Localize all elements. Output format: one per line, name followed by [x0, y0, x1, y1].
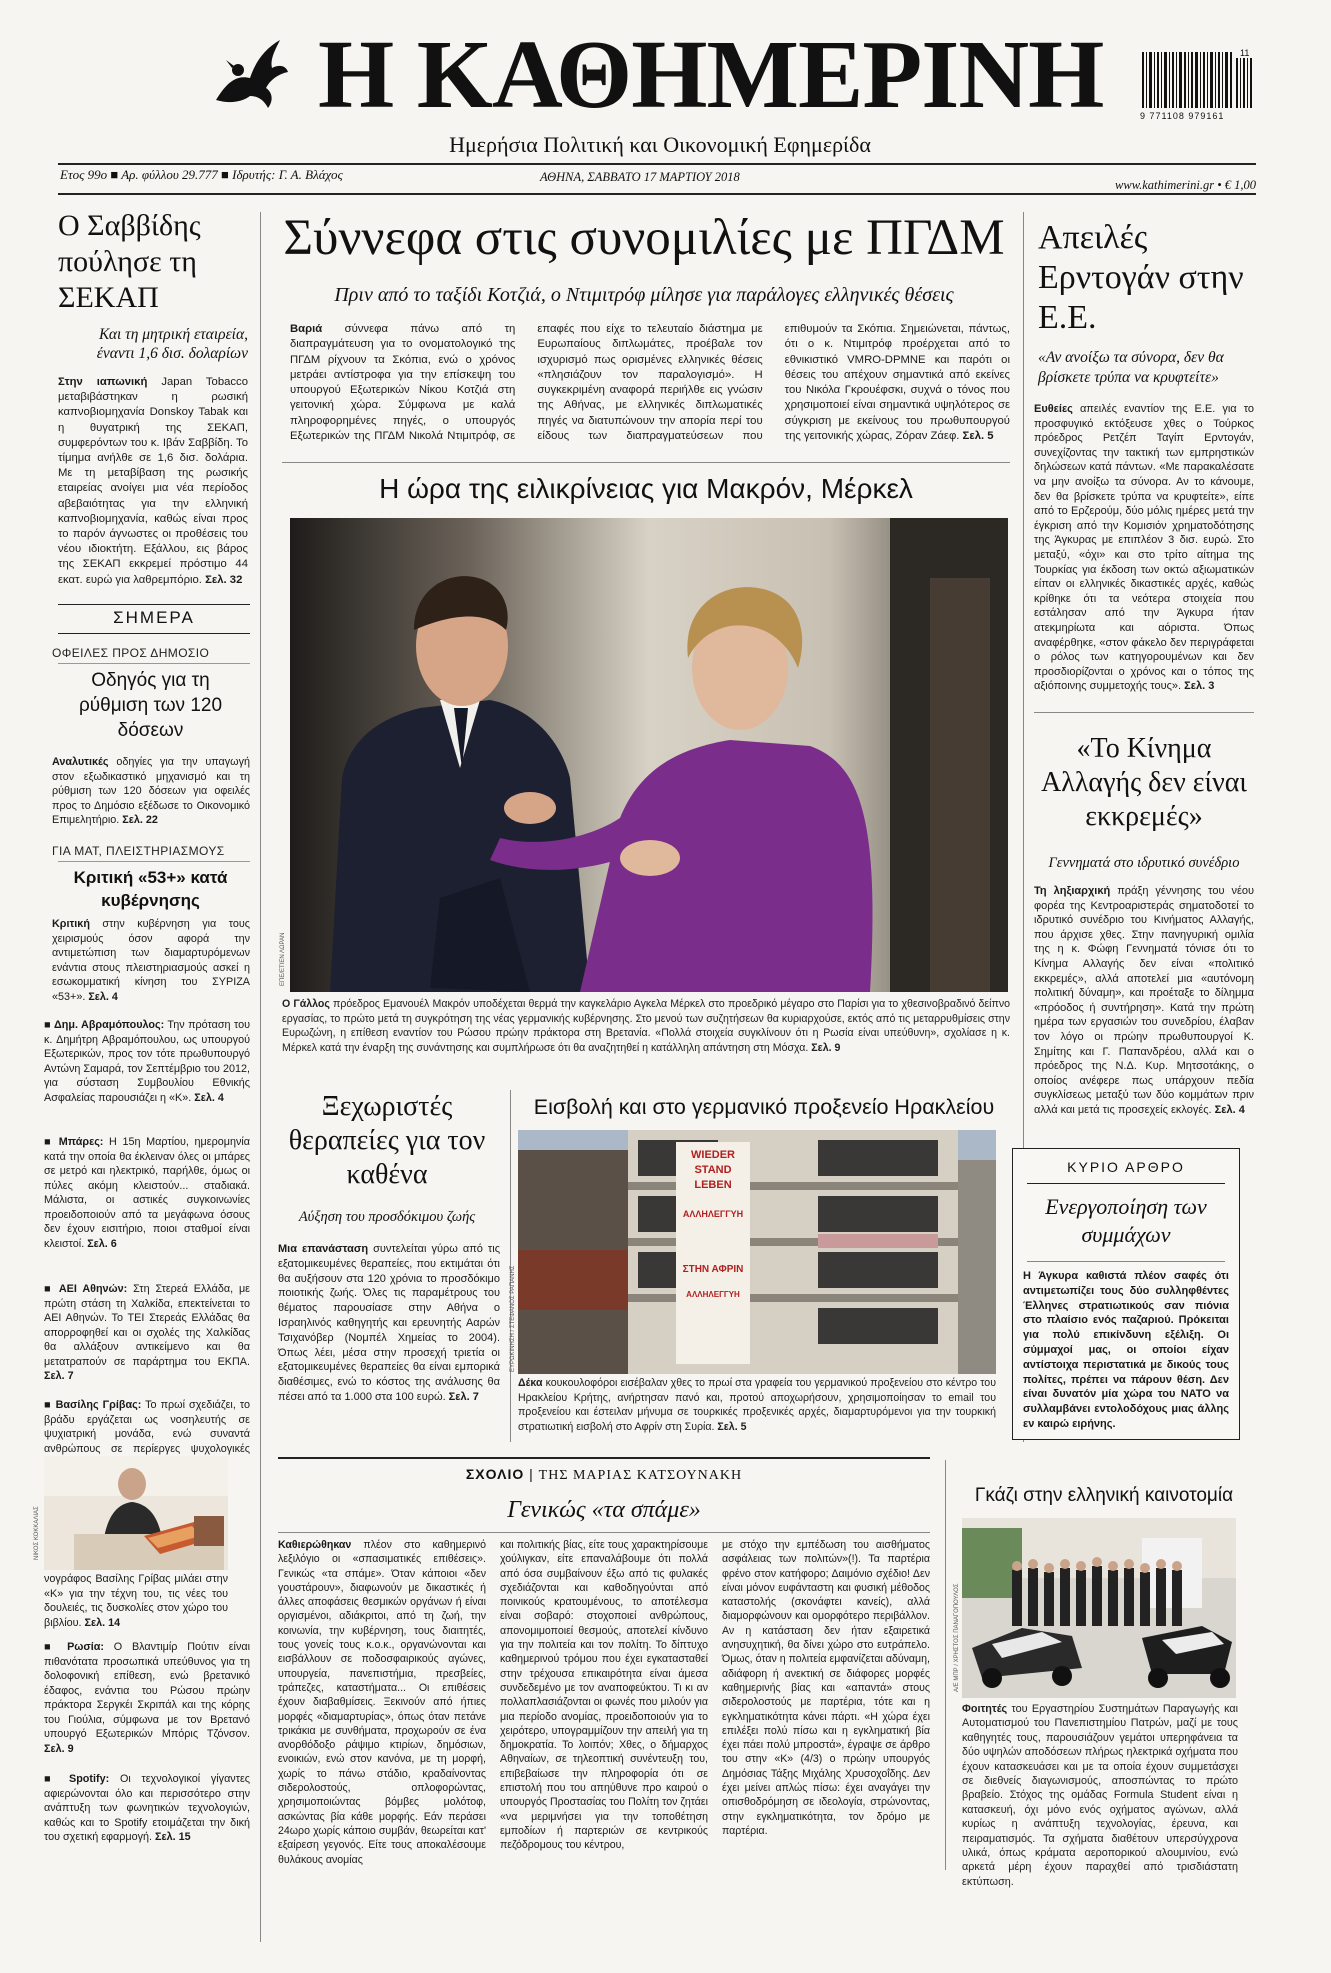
today-bullet-1-text: Την πρόταση του κ. Δημήτρη Αβραμόπουλου, ως υπουργού Εξωτερικών, προς τον τότε πρωθυπουργό Αντώνη Σαμαρά, τον Σεπτέμβριο του 2012, για σύσταση Συμβουλίου Εθνικής Ασφαλείας παρουσιάζει η «Κ».	[44, 1019, 251, 1104]
masthead-title: Η ΚΑΘΗΜΕΡΙΝΗ	[318, 21, 1104, 129]
lead-body	[290, 322, 1010, 450]
right-story1-headline: Απειλές Ερντογάν στην Ε.Ε.	[1038, 219, 1244, 336]
masthead-subtitle: Ημερήσια Πολιτική και Οικονομική Εφημερίδα	[449, 132, 871, 157]
macron-merkel-photo-credit: ΕΠΕ/ΕΤΙΕΝ ΛΩΡΑΝ	[280, 932, 286, 986]
innovation-photo-credit: Α/Ε ΜΠΡ / ΧΡΗΣΤΟΣ ΠΑΝΑΓΟΠΟΥΛΟΣ	[954, 1583, 960, 1692]
today-bullet-6	[44, 1772, 250, 1872]
lead-body-text: σύννεφα πάνω από τη διαπραγμάτευση για το ονοματολογικό της ΠΓΔΜ ρίχνουν τα Σκόπια, ενώ ο χρόνος μετράει αντίστροφα για την επίσκεψη του υπουργού Εξωτερικών Νίκου Κοτζιά στη γειτονική χώρα. Σύμφωνα με καλά πληροφορημένες πηγές, ο υπουργός Εξωτερικών της ΠΓΔΜ Νικολά Ντιμιτρόφ, σε επαφές που είχε το τελευταίο διάστημα με Ευρωπαίους διπλωμάτες, προέβαλε τον ισχυρισμό πως ορισμένες ελληνικές θέσεις «πλησιάζουν τον παραλογισμό». Η συγκεκριμένη αναφορά περιήλθε εις γνώσιν της Αθήνας, με ελληνικές διπλωματικές πηγές να διατυπώνουν την απορία περί του είδους των διαπραγματεύσεων που επιθυμούν τα Σκόπια. Σημειώνεται, πάντως, ότι ο κ. Ντιμιτρόφ προέρχεται από το εθνικιστικό VMRO-DPMNE και παρότι οι θέσεις του απέχουν σημαντικά από εκείνες του Νικόλα Γκρουέφσκι, συχνά ο τόνος που χρησιμοποιεί είναι σημαντικά υψηλότερος σε σύγκριση με εκείνους του πρωθυπουργού της γειτονικής χώρας, Ζόραν Ζάεφ.	[290, 323, 1010, 443]
heraklion-banner	[678, 1148, 748, 1302]
right-story1-ref: Σελ. 3	[1181, 680, 1215, 693]
today-bullet-2-ref: Σελ. 6	[84, 1237, 117, 1250]
banner-line-4: ΑΛΛΗΛΕΓΓΥΗ	[682, 1209, 744, 1219]
heraklion-photo	[518, 1130, 996, 1374]
today-bullet-4-lead: ■ Βασίλης Γρίβας:	[44, 1399, 142, 1411]
today-item2-lead: Κριτική	[52, 918, 90, 930]
comment-rule-top	[278, 1457, 930, 1459]
photo-story-rule	[282, 462, 1010, 463]
today-bullet-3-ref: Σελ. 7	[44, 1370, 74, 1382]
comment-kicker: ΣΧΟΛΙΟ	[465, 1466, 525, 1482]
photo-story-caption-lead: Ο Γάλλος	[282, 998, 330, 1010]
comment-headline: Γενικώς «τα σπάμε»	[507, 1497, 701, 1523]
column-rule-left	[260, 212, 261, 1942]
today-grivas-continued-text: νογράφος Βασίλης Γρίβας μιλάει στην «Κ» για την τέχνη του, τις νέες του δουλειές, τις δυσκολίες στον χώρο του βιβλίου.	[44, 1573, 228, 1629]
today-item1-body	[52, 755, 250, 837]
therapies-ref: Σελ. 7	[445, 1390, 479, 1403]
therapies-lead: Μια επανάσταση	[278, 1243, 369, 1255]
heraklion-caption-text: κουκουλοφόροι εισέβαλαν χθες το πρωί στα γραφεία του γερμανικού προξενείου στο κέντρο του Ηρακλείου Κρήτης, ανήρτησαν πανό και, προτού αποχωρήσουν, χρησιμοποίησαν το email του προξενείου και έστειλαν μήνυμα σε τουρκικές προξενικές αρχές, διαμαρτυρόμενοι για την τουρκική στρατιωτική εισβολή στο Αφρίν στη Συρία.	[518, 1377, 996, 1433]
today-item1-kicker-rule	[58, 663, 250, 664]
heraklion-photo-credit: ΕΥΡΩΚΙΝΗΣΗ / ΣΤΕΦΑΝΟΣ ΡΑΠΑΝΗΣ	[510, 1265, 516, 1372]
today-bullet-1-ref: Σελ. 4	[191, 1091, 224, 1104]
today-bullet-3	[44, 1282, 250, 1394]
banner-line-2: STAND	[694, 1164, 732, 1176]
left-story1-headline: Ο Σαββίδης πούλησε τη ΣΕΚΑΠ	[58, 209, 201, 314]
today-bullet-1-lead: ■ Δημ. Αβραμόπουλος:	[44, 1019, 165, 1031]
masthead-info-left: Ετος 99ο ■ Αρ. φύλλου 29.777 ■ Ιδρυτής: Γ. Α. Βλάχος	[60, 167, 343, 182]
therapies-headline: Ξεχωριστές θεραπείες για τον καθένα	[288, 1091, 486, 1190]
right-story1-text: απειλές εναντίον της Ε.Ε. για το προσφυγικό εκτόξευσε χθες ο Τούρκος πρόεδρος Ρετζέπ Ταγίπ Ερντογάν, συνεχίζοντας την τακτική των εμπρηστικών δηλώσεων κατά πάντων. «Με παρακαλέσατε να μην ανοίξω τα σύνορα. Αν το κάνουμε, δεν θα βρίσκετε τρύπα να κρυφτείτε», είπε από το Ερζερούμ, δύο μόλις ημέρες μετά την έγκριση από την Κομισιόν χρηματοδότησης της Άγκυρας με επιπλέον 3 δισ. ευρώ. Στο μεταξύ, «όχι» και στο τρίτο αίτημα της Τουρκίας για έκδοση των οκτώ αξιωματικών είπαν οι ελληνικές δικαστικές αρχές, καθώς κρίθηκε ότι τα νεότερα στοιχεία που εστάλησαν από την Άγκυρα ήταν ατεκμηρίωτα και αόριστα. Όπως αναφέρθηκε, «στον φάκελο δεν περιγράφεται ο ρόλος των κατηγορουμένων και δεν προσδιορίζονται ο χρόνος και ο τόπος της αξιόποινης συμμετοχής τους».	[1034, 403, 1254, 693]
today-rule-bottom	[58, 633, 250, 634]
lead-headline: Σύννεφα στις συνομιλίες με ΠΓΔΜ	[283, 210, 1005, 266]
barcode	[1140, 48, 1258, 126]
lead-deck: Πριν από το ταξίδι Κοτζιά, ο Ντιμιτρόφ μίλησε για παράλογες ελληνικές θέσεις	[334, 284, 954, 306]
innovation-photo	[962, 1518, 1236, 1698]
grivas-photo	[44, 1456, 228, 1570]
barcode-issue: 11	[1240, 48, 1250, 58]
today-title: ΣΗΜΕΡΑ	[113, 608, 195, 627]
today-bullet-6-lead: ■ Spotify:	[44, 1773, 110, 1785]
banner-line-5: ΣΤΗΝ ΑΦΡΙΝ	[682, 1264, 744, 1275]
innovation-caption-lead: Φοιτητές	[962, 1703, 1008, 1715]
right-story2-body	[1034, 884, 1254, 1124]
comment-author: ΤΗΣ ΜΑΡΙΑΣ ΚΑΤΣΟΥΝΑΚΗ	[538, 1468, 743, 1483]
heraklion-caption-ref: Σελ. 5	[714, 1420, 747, 1433]
newspaper-logo	[208, 30, 294, 116]
editorial-headline: Ενεργοποίηση των συμμάχων	[1045, 1194, 1207, 1247]
today-bullet-2-text: Η 15η Μαρτίου, ημερομηνία κατά την οποία θα έκλειναν όλες οι μπάρες σε μετρό και ηλεκτρικό, παρήλθε, όμως οι πύλες ακόμη κλειστούν... σταδιακά. Μάλιστα, οι αστικές συγκοινωνίες προειδοποιούν από τα μεγάφωνα όσους δεν έχουν εισιτήριο, ποιοι σταθμοί είναι κλειστοί.	[44, 1136, 251, 1250]
today-bullet-5-lead: ■ Ρωσία:	[44, 1641, 105, 1653]
masthead-rule-top	[58, 163, 1256, 165]
editorial-kicker-rule	[1027, 1183, 1225, 1184]
today-bullet-3-lead: ■ ΑΕΙ Αθηνών:	[44, 1283, 128, 1295]
left-story1-ref: Σελ. 32	[201, 573, 243, 586]
today-item2-body	[52, 917, 250, 1001]
editorial-body: Η Άγκυρα καθιστά πλέον σαφές ότι αντιμετωπίζει τους δύο συλληφθέντες Έλληνες στρατιωτικούς σαν πιόνια στο πλαίσιο ενός παζαριού. Πρόκειται για πολύ επικίνδυνη εξέλιξη. Οι σύμμαχοί μας, οι οποίοι είχαν αντίστοιχα περιστατικά με δικούς τους πολίτες, πρέπει να πάρουν θέση. Δεν είναι δυνατόν μία χώρα του ΝΑΤΟ να συλλαμβάνει εντολοδόχους μιας άλλης εν καιρώ ειρήνης.	[1023, 1270, 1229, 1430]
today-bullet-1	[44, 1018, 250, 1126]
today-item2-kicker-rule	[58, 861, 250, 862]
banner-line-1: WIEDER	[691, 1149, 735, 1161]
right-story2-ref: Σελ. 4	[1211, 1103, 1245, 1116]
macron-merkel-photo	[290, 518, 1008, 992]
today-grivas-continued-ref: Σελ. 14	[81, 1616, 121, 1629]
photo-story-caption	[282, 997, 1010, 1057]
comment-rule-head	[278, 1532, 930, 1533]
banner-line-6: ΑΛΛΗΛΕΓΓΥΗ	[686, 1290, 740, 1299]
grivas-photo-credit: ΝΙΚΟΣ ΚΟΚΚΑΛΙΑΣ	[34, 1506, 40, 1560]
today-item2-text: στην κυβέρνηση για τους χειρισμούς όσον αφορά την αντιμετώπιση των διαμαρτυρόμενων ενάντια στους πλειστηριασμούς ασκεί η εσωκομματική κίνηση του ΣΥΡΙΖΑ «53+».	[52, 918, 250, 1003]
right-story2-lead: Τη ληξιαρχική	[1034, 885, 1111, 897]
masthead-date: ΑΘΗΝΑ, ΣΑΒΒΑΤΟ 17 ΜΑΡΤΙΟΥ 2018	[540, 170, 740, 184]
photo-story-headline: Η ώρα της ειλικρίνειας για Μακρόν, Μέρκελ	[379, 473, 913, 504]
masthead-info-right: www.kathimerini.gr • € 1,00	[1115, 178, 1256, 192]
editorial-headline-rule	[1027, 1261, 1225, 1262]
right-story2-rule	[1034, 712, 1254, 713]
today-item1-kicker: ΟΦΕΙΛΕΣ ΠΡΟΣ ΔΗΜΟΣΙΟ	[52, 646, 210, 660]
today-item1-ref: Σελ. 22	[119, 814, 158, 826]
photo-story-caption-ref: Σελ. 9	[808, 1041, 841, 1054]
today-item1-headline: Οδηγός για τη ρύθμιση των 120 δόσεων	[78, 670, 223, 741]
left-story1-body	[58, 375, 248, 585]
right-story2-headline: «Το Κίνημα Αλλαγής δεν είναι εκκρεμές»	[1041, 733, 1247, 832]
masthead-rule-bottom	[58, 193, 1256, 195]
today-item2-kicker: ΓΙΑ ΜΑΤ, ΠΛΕΙΣΤΗΡΙΑΣΜΟΥΣ	[52, 844, 225, 858]
innovation-caption-text: του Εργαστηρίου Συστημάτων Παραγωγής και Αυτοματισμού του Πανεπιστημίου Πατρών, μαζί με τους καθηγητές τους, παρουσιάζουν γεμάτοι υπερηφάνεια τα δύο υψηλών αποδόσεων πλήρως ηλεκτρικά οχήματα που έχουν κατασκευάσει και με τα οποία έχουν συμμετάσχει σε διεθνείς διαγωνισμούς, αποσπώντας το πρώτο βραβείο. Στόχος της ομάδας Formula Student είναι η κατασκευή, όχι μόνο ενός οχήματος αγώνων, αλλά κυρίως η ανάπτυξη τεχνολογίας, έρευνα, και πειραματισμός. Τα σχήματα διαθέτουν υπερσύγχρονα υλικά, όπως κράματα αεροπορικού αλουμινίου, ενώ αρκετά μέρη έχουν παραχθεί από τρισδιάστατη εκτύπωση.	[962, 1703, 1238, 1888]
comment-separator: |	[524, 1466, 539, 1482]
today-item1-text: οδηγίες για την υπαγωγή στον εξωδικαστικό μηχανισμό και τη ρύθμιση των 120 δόσεων για οφειλές προς το Δημόσιο εξέδωσε το Οικονομικό Επιμελητήριο.	[52, 756, 250, 826]
innovation-caption	[962, 1702, 1238, 1888]
today-bullet-5-ref: Σελ. 9	[44, 1742, 74, 1755]
comment-kicker-line	[278, 1462, 930, 1488]
barcode-number: 9 771108 979161	[1140, 111, 1225, 121]
left-story1-deck: Και τη μητρική εταιρεία, έναντι 1,6 δισ. δολαρίων	[96, 326, 248, 362]
today-bullet-5-text: Ο Βλαντιμίρ Πούτιν είναι πιθανότατα προσωπικά υπεύθυνος για τη δολοφονική επίθεση, ενώ βρετανικό έδαφος, ενάντια του Ρώσου πρώην πράκτορα Σεργκέι Σκριπάλ και της κόρης του Γιούλια, σύμφωνα με τον Βρετανό υπουργό Εξωτερικών Μπόρις Τζόνσον.	[44, 1641, 250, 1740]
today-bullet-4-text: Το πρωί σχεδιάζει, το βράδυ εργάζεται ως νοσηλευτής σε ψυχιατρική μονάδα, ενώ συναντά ανθρώπους σε περίεργες ψυχολογικές	[44, 1399, 250, 1455]
today-bullet-5	[44, 1640, 250, 1766]
photo-story-caption-text: πρόεδρος Εμανουέλ Μακρόν υποδέχεται θερμά την καγκελάριο Αγκελα Μέρκελ στο προεδρικό μέγαρο στο Παρίσι για το χθεσινοβραδινό δείπνο εργασίας, το πρώτο μετά τη συγκρότηση της νέας γερμανικής κυβέρνησης. Στο μενού των συζητήσεων θα κυριαρχούσε, εκτός από τις μεταρρυθμίσεις στην Ευρωζώνη, η επίθεση εναντίον του Ρώσου πρώην πράκτορα στη Βρετανία. «Πολλά στοιχεία συγκλίνουν ότι η Ρωσία είναι υπεύθυνη», σχολίασε η κ. Μέρκελ κατά την έναρξη της συνάντησης και συμπλήρωσε ότι θα αναζητηθεί η κατάλληλη απάντηση στη Μόσχα.	[282, 998, 1011, 1054]
comment-col-1	[278, 1538, 486, 1868]
heraklion-headline: Εισβολή και στο γερμανικό προξενείο Ηρακλείου	[533, 1095, 995, 1119]
today-bullet-6-ref: Σελ. 15	[152, 1831, 191, 1843]
comment-col-1-lead: Καθιερώθηκαν	[278, 1539, 352, 1551]
banner-line-3: LEBEN	[694, 1179, 732, 1191]
comment-divider-right	[945, 1460, 946, 1870]
today-bullet-2-lead: ■ Μπάρες:	[44, 1136, 104, 1148]
lead-body-ref: Σελ. 5	[959, 430, 994, 443]
editorial-box	[1012, 1148, 1240, 1440]
today-item2-ref: Σελ. 4	[85, 990, 118, 1003]
therapies-deck: Αύξηση του προσδόκιμου ζωής	[298, 1209, 476, 1225]
today-item1-lead: Αναλυτικές	[52, 756, 109, 768]
today-item2-headline: Κριτική «53+» κατά κυβέρνησης	[73, 868, 228, 910]
left-story1-text: Japan Tobacco μεταβιβάστηκαν η ρωσική καπνοβιομηχανία Donskoy Tabak και η θυγατρική της ΣΕΚΑΠ, συμφερόντων του κ. Ιβάν Σαββίδη. Το τίμημα ανήλθε σε 1,6 δισ. δολάρια. Με τη μεταβίβαση της ρωσικής εταιρείας ανοίγει μια νέα περίοδος αβεβαιότητας για την ελληνική καπνοβιομηχανία, καθώς είναι προς το παρόν άγνωστες οι προθέσεις του νέου ιδιοκτήτη. Εξάλλου, εις βάρος της ΣΕΚΑΠ εκκρεμεί πρόστιμο 44 εκατ. ευρώ για λαθρεμπόριο.	[58, 376, 248, 586]
today-bullet-4	[44, 1398, 250, 1455]
therapies-body	[278, 1242, 500, 1438]
comment-col-1-text: πλέον στο καθημερινό λεξιλόγιο οι «σπασιματικές επιθέσεις». Γενικώς «τα σπάμε». Όταν κάποιοι «δεν γουστάρουν», διαφωνούν με δικαστικές ή άλλες αποφάσεις θεσμικών οργάνων ή είναι οργισμένοι, αδιάκριτοι, από τη ζωή, την κοινωνία, την κυβέρνηση, τους διαιτητές, τους γονείς τους κ.ο.κ., οργανώνονται και εισβάλλουν σε ποδοσφαιρικούς αγώνες, υπουργεία, πανεπιστήμια, πρεσβείες, τράπεζες, καταστήματα... Οι επιθέσεις έχουν διαβαθμίσεις. Ξεκινούν από ήπιες μορφές «διαμαρτυρίας», όπως όταν πετάνε τρικάκια με συνθήματα, προχωρούν σε ένα ανορθόδοξο ράψιμο κτιρίων, δημόσιων, ενοικιών, ενώ στον κανόνα, με τη μορφή, χωρίς το πάνω στάδιο, κραδαίνοντας σιδερολοστούς, οπλοφορώντας, χρησιμοποιώντας βόμβες μολότοφ, ασκώντας βία κάθε μορφής. Εάν περάσει 24ωρο χωρίς κάποιο συμβάν, θεωρείται κατ' εξαίρεση γεγονός. Είτε τους αποκαλέσουμε θυλάκους ανομίας	[278, 1539, 486, 1866]
comment-col-2: και πολιτικής βίας, είτε τους χαρακτηρίσουμε χούλιγκαν, είτε επαναλάβουμε ότι πολλά από όσα συμβαίνουν έξω από τις φυλακές σχεδιάζονται και καθοδηγούνται από ποινικούς κρατουμένους, το αποτέλεσμα είναι σοβαρό: στοχοποιεί ανθρώπους, απονομιμοποιεί θεσμούς, αποτελεί κίνδυνο για την πολιτεία και τον πολίτη. Το δίπτυχο καθημερινού τρόμου που έχει εγκατασταθεί στην τρέχουσα επικαιρότητα είναι άμεσα συνδεδεμένο με τον αναποφεύκτου. Τι κι αν πολλαπλασιάζονται οι φωνές που μιλούν για μια περίοδο ανομίας, προειδοποιούν για το χειρότερο, υπογραμμίζουν την απειλή για τη δημοκρατία. Το λοιπόν; Χθες, ο δήμαρχος Αθηναίων, σε τηλεοπτική συνέντευξη του, επιβεβαίωσε την πληροφορία ότι σε επιστολή που του απηύθυνε προ καιρού ο υπουργός Προστασίας του Πολίτη τον ζητάει «να μεριμνήσει για την τοποθέτηση εμποδίων ή παρτεριών σε κεντρικούς πεζόδρομους του κέντρου,	[500, 1539, 708, 1852]
today-grivas-continued	[44, 1572, 228, 1632]
today-bullet-2	[44, 1135, 250, 1275]
today-bullet-3-text: Στη Στερεά Ελλάδα, με πρώτη στάση τη Χαλκίδα, επεκτείνεται το ΑΕΙ Αθηνών. Το ΤΕΙ Στερεάς Ελλάδας θα απορροφηθεί και οι σχολές της Χαλκίδας θα αλλάξουν αντικείμενο και θα μετατραπούν σε παράρτημα του ΕΚΠΑ.	[44, 1283, 250, 1368]
right-story1-body	[1034, 402, 1254, 700]
right-story1-lead: Ευθείες	[1034, 403, 1073, 415]
lead-body-lead: Βαριά	[290, 323, 323, 335]
right-story2-deck: Γεννηματά στο ιδρυτικό συνέδριο	[1048, 855, 1240, 871]
innovation-headline: Γκάζι στην ελληνική καινοτομία	[974, 1485, 1234, 1506]
right-story1-deck: «Αν ανοίξω τα σύνορα, δεν θα βρίσκετε τρύπα να κρυφτείτε»	[1038, 349, 1224, 386]
today-bullet-6-text: Οι τεχνολογικοί γίγαντες αφιερώνονται όλο και περισσότερο στην ανάπτυξη των φωνητικών τεχνολογιών, καθώς και το Spotify ετοιμάζεται την δική του σχετική εφαρμογή.	[44, 1773, 250, 1843]
heraklion-caption	[518, 1376, 996, 1440]
right-story2-text: πράξη γέννησης του νέου φορέα της Κεντροαριστεράς σηματοδοτεί το ιδρυτικό συνέδριο του Κινήματος Αλλαγής, που άρχισε χθες. Στην πανηγυρική ομιλία της η κ. Φώφη Γεννηματά τόνισε ότι το Κίνημα Αλλαγής δεν είναι «πολιτικό εκκρεμές», αλλά αποτελεί μια «αυτόνομη πολιτική δύναμη», και προέταξε το δίλημμα «πρόοδος ή συντήρηση». Κατά την πρώτη ημέρα των εργασιών του συνεδρίου, έλαβαν τον λόγο οι πρώην πρωθυπουργοί Κ. Σημίτης και Γ. Παπανδρέου, αλλά και ο πρόεδρος της Ν.Δ. Κυρ. Μητσοτάκης, ο οποίος ανέφερε πως υπάρχουν πεδία συγκλίσεως μεταξύ των δύο κομμάτων πριν αλλά και μετά τις προσεχείς εκλογές.	[1034, 885, 1254, 1116]
comment-col-3: με στόχο την εμπέδωση του αισθήματος ασφάλειας των πολιτών»(!). Τα παρτέρια φρένο στον κατήφορο; Δαιμόνιο σχέδιο! Δεν είναι μόνον ευφάνταστη και φυσική μέθοδος καταστολής (σκονάφτει κανείς), αλλά διαμορφώνουν και ομορφότερο περιβάλλον. Αν η κατάσταση δεν ήταν εξαιρετικά ανησυχητική, θα δίνει χώρο στο ευτράπελο. Όμως, όταν η πολιτεία εμφανίζεται αδύναμη, αδιάφορη ή ανεκτική σε διάφορες μορφές καθημερινής βίας και «απαντά» στους σιδερολοστούς με παρτέρια, τότε και η εγκληματικότητα κάνει πάρτι. «Η χώρα έχει επιλέξει πολύ πίσω και η εγκληματική βία έχει πάει πολύ μπροστά», έγραψε σε άρθρο του στην «Κ» (4/3) ο πρώην υπουργός Δημόσιας Τάξης Μιχάλης Χρυσοχοΐδης. Δεν έχει μείνει απλώς πίσω: έχει αναγάγει την οπισθοδρόμηση σε ιδεολογία, στρώνοντας, στην εγκληματικότητα, τον δρόμο με παρτέρια.	[722, 1539, 930, 1837]
editorial-kicker: ΚΥΡΙΟ ΑΡΘΡΟ	[1067, 1159, 1185, 1175]
left-story1-lead: Στην ιαπωνική	[58, 376, 148, 388]
heraklion-caption-lead: Δέκα	[518, 1377, 543, 1389]
therapies-text: συντελείται γύρω από τις εξατομικευμένες θεραπείες, που εκτιμάται ότι θα αυξήσουν στα 120 χρόνια το προσδόκιμο ποιοτικής ζωής. Όλες τις παραμέτρους του θέματος παρουσίασε στην Αθήνα ο Ισραηλινός καθηγητής και ερευνητής Ααρών Τσιχανόβερ (Νομπέλ Χημείας το 2004). Όπως λέει, μέσα στην προσεχή τριετία οι εξατομικευμένες θεραπείες θα είναι εμπορικά διαθέσιμες, ενώ το κόστος της ανάλυσης θα πέσει από τα 1.000 στα 100 ευρώ.	[278, 1243, 500, 1403]
